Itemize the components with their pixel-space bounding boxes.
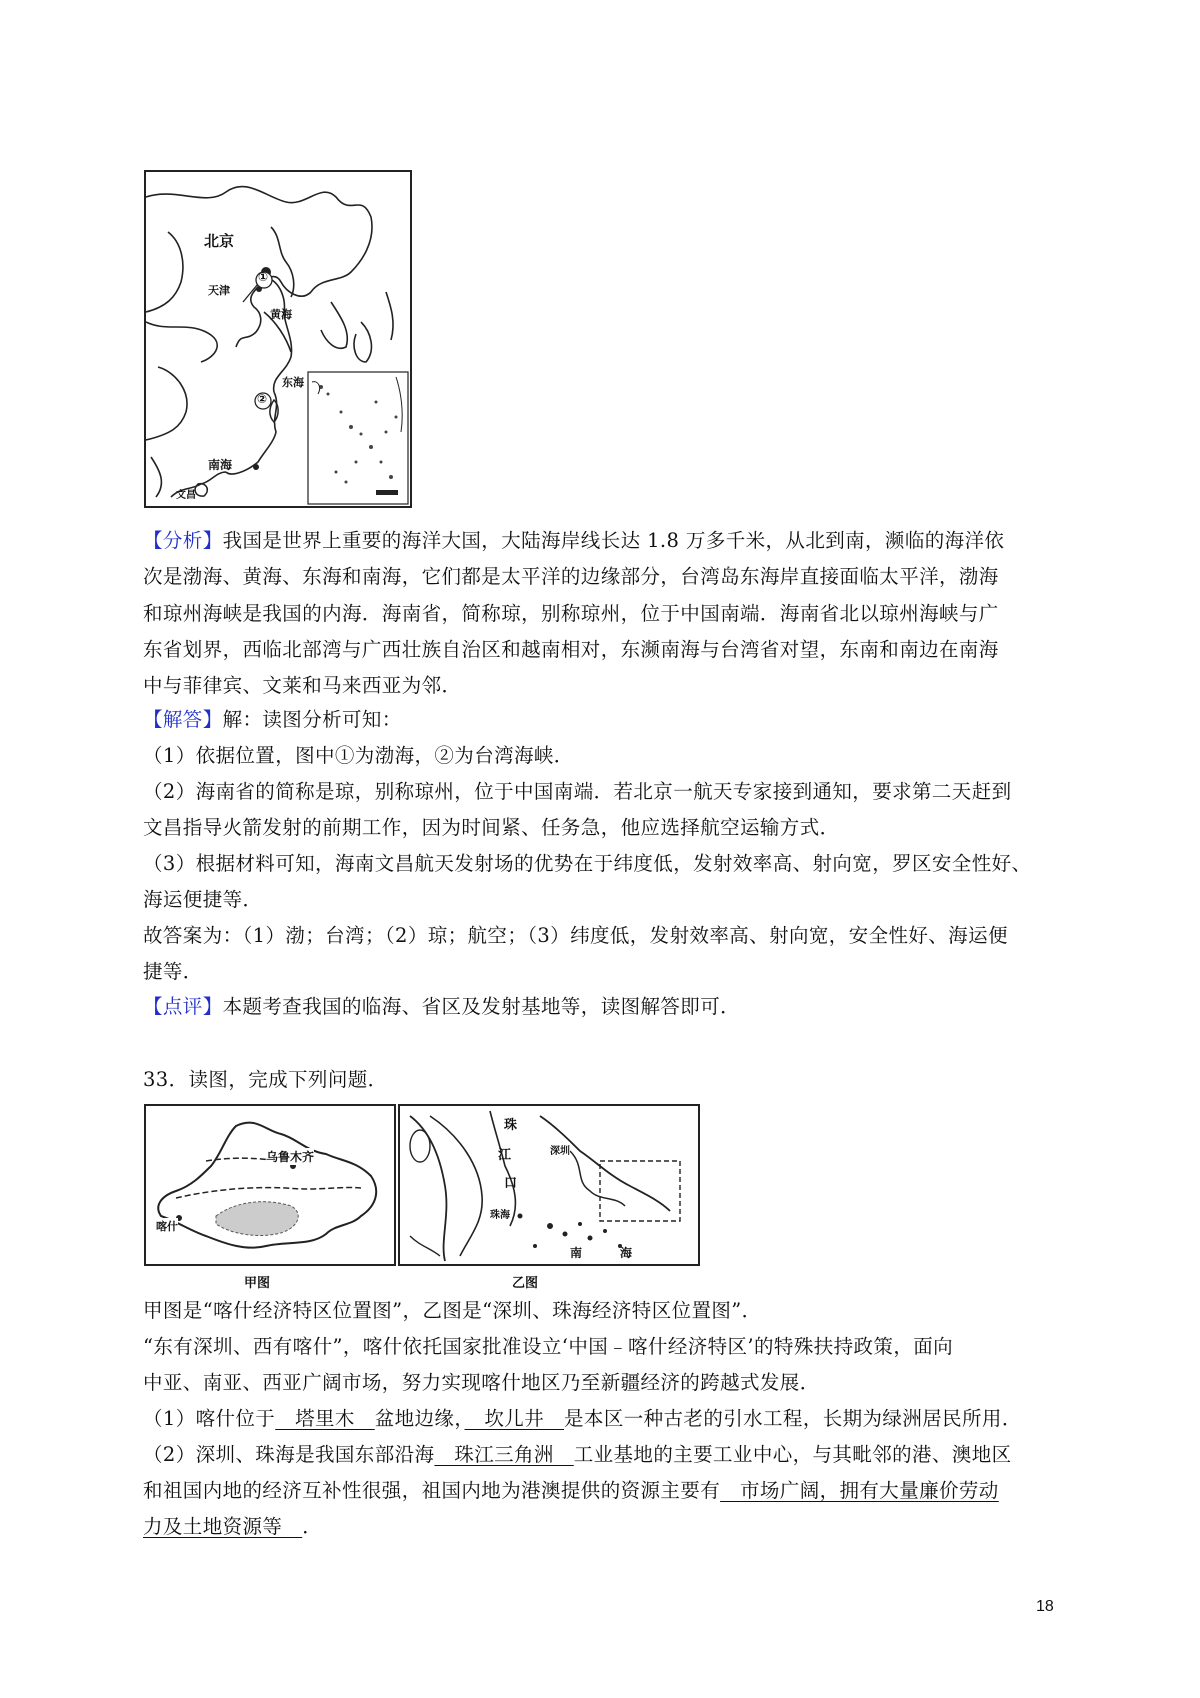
analysis-line-1: 【分析】我国是世界上重要的海洋大国，大陆海岸线长达 1.8 万多千米，从北到南，濒临的海洋依: [143, 529, 1005, 552]
map-b-drawing: [400, 1106, 698, 1264]
answer-blank-prd: 珠江三角洲: [434, 1443, 574, 1466]
page-number: 18: [1036, 1598, 1054, 1615]
map-b-caption: 乙图: [512, 1276, 539, 1291]
map-b-shenzhen-zhuhai: [398, 1104, 700, 1266]
circle-1-label: ①: [258, 270, 269, 284]
q33-part-2-line-3: 力及土地资源等 ．: [143, 1515, 323, 1538]
q33-part-1: （1）喀什位于 塔里木 盆地边缘， 坎儿井 是本区一种古老的引水工程，长期为绿洲居民所用．: [143, 1407, 1022, 1430]
zhu-label: 珠: [504, 1118, 518, 1133]
wenchang-label: 文昌: [176, 490, 196, 501]
beijing-label: 北京: [204, 232, 235, 250]
shenzhen-label: 深圳: [550, 1142, 570, 1157]
answer-line-2: 捷等．: [143, 960, 203, 983]
q33-desc-3: 中亚、南亚、西亚广阔市场，努力实现喀什地区乃至新疆经济的跨越式发展．: [143, 1371, 820, 1394]
solution-line-3: 文昌指导火箭发射的前期工作，因为时间紧、任务急，他应选择航空运输方式．: [143, 816, 840, 839]
hai-label: 海: [620, 1246, 633, 1260]
map-a-kashgar: [144, 1104, 396, 1266]
nanhai-label: 南海: [208, 458, 233, 472]
donghai-label: 东海: [282, 376, 304, 389]
kashgar-label: 喀什: [156, 1220, 178, 1233]
answer-line-1: 故答案为：（1）渤；台湾；（2）琼；航空；（3）纬度低，发射效率高、射向宽，安全性好、海运便: [143, 924, 1008, 947]
answer-blank-resources-2: 力及土地资源等: [143, 1515, 303, 1538]
nan-label: 南: [570, 1246, 583, 1260]
zhuhai-label: 珠海: [490, 1206, 510, 1221]
circle-2-label: ②: [257, 392, 268, 406]
analysis-line-4: 东省划界，西临北部湾与广西壮族自治区和越南相对，东濒南海与台湾省对望，东南和南边在南海: [143, 638, 999, 661]
solution-line-2: （2）海南省的简称是琼，别称琼州，位于中国南端．若北京一航天专家接到通知，要求第二天赶到: [143, 780, 1012, 803]
huanghai-label: 黄海: [270, 308, 292, 321]
question-33-title: 33．读图，完成下列问题．: [143, 1068, 388, 1091]
q33-part-2-line-2: 和祖国内地的经济互补性很强，祖国内地为港澳提供的资源主要有 市场广阔，拥有大量廉价劳动: [143, 1479, 999, 1502]
answer-blank-karez: 坎儿井: [464, 1407, 565, 1430]
solution-tag: 【解答】: [143, 708, 223, 731]
solution-line-4: （3）根据材料可知，海南文昌航天发射场的优势在于纬度低，发射效率高、射向宽，罗区安全性好、: [143, 852, 1032, 875]
analysis-tag: 【分析】: [143, 529, 223, 552]
answer-blank-resources-1: 市场广阔，拥有大量廉价劳动: [720, 1479, 999, 1502]
tianjin-label: 天津: [208, 284, 230, 297]
solution-line-5: 海运便捷等．: [143, 888, 263, 911]
map-a-drawing: [146, 1106, 394, 1264]
q33-desc-2: “东有深圳、西有喀什”，喀什依托国家批准设立‘中国﹣喀什经济特区’的特殊扶持政策，面向: [143, 1335, 954, 1358]
q33-part-2-line-1: （2）深圳、珠海是我国东部沿海 珠江三角洲 工业基地的主要工业中心，与其毗邻的港、澳地区: [143, 1443, 1012, 1466]
china-seas-map-drawing: [146, 172, 410, 506]
solution-line-1: （1）依据位置，图中①为渤海，②为台湾海峡．: [143, 744, 574, 767]
jiang-label: 江: [498, 1148, 512, 1163]
answer-blank-tarim: 塔里木: [275, 1407, 375, 1430]
map-a-caption: 甲图: [244, 1276, 271, 1291]
analysis-line-2: 次是渤海、黄海、东海和南海，它们都是太平洋的边缘部分，台湾岛东海岸直接面临太平洋，渤海: [143, 565, 999, 588]
analysis-line-5: 中与菲律宾、文莱和马来西亚为邻．: [143, 674, 462, 697]
comment-line: 【点评】本题考查我国的临海、省区及发射基地等，读图解答即可．: [143, 995, 741, 1018]
urumqi-label: 乌鲁木齐: [266, 1150, 315, 1164]
comment-tag: 【点评】: [143, 995, 223, 1018]
kou-label: 口: [504, 1176, 518, 1191]
solution-intro: 【解答】解：读图分析可知：: [143, 708, 402, 731]
china-seas-map: [144, 170, 412, 508]
analysis-line-3: 和琼州海峡是我国的内海．海南省，简称琼，别称琼州，位于中国南端．海南省北以琼州海峡与广: [143, 602, 999, 625]
q33-desc-1: 甲图是“喀什经济特区位置图”，乙图是“深圳、珠海经济特区位置图”．: [143, 1299, 762, 1322]
